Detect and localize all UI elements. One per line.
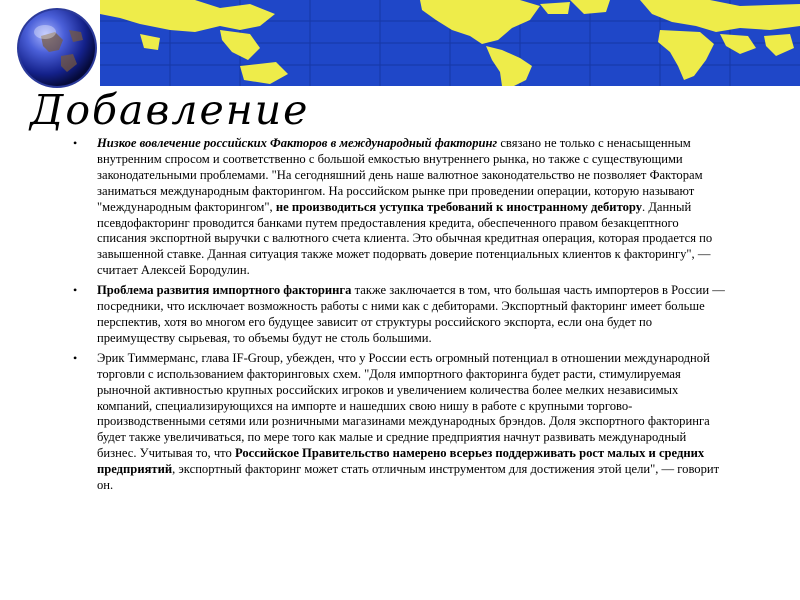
bullet-icon: • xyxy=(73,136,78,150)
paragraph-3-text: Эрик Тиммерманс, глава IF-Group, убежден, что у России есть огромный потенциал в отношении международной торговли с использованием факторинговых схем. "Доля импортного факторинга будет расти, стимулируемая рыночной активностью крупных российских игроков и увеличением количества более мелких независимых компаний, специализирующихся на импорте и нашедших свою нишу в работе с крупными торгово-производственными сетями или розничными магазинами международных брэндов. Доля экспортного факторинга будет также увеличиваться, по мере того как малые и средние предприятия начнут развивать международный бизнес. Учитывая то, что xyxy=(97,350,710,461)
list-item xyxy=(73,136,725,279)
paragraph-2-bold: Проблема развития импортного факторинга xyxy=(97,283,352,298)
bullet-icon: • xyxy=(73,283,78,298)
paragraph-1-emphasis: Низкое вовлечение российских Факторов в международный факторинг xyxy=(97,136,498,150)
world-map-icon xyxy=(100,0,800,86)
bullet-icon: • xyxy=(73,350,78,365)
paragraph-1-text-end: . Данный псевдофакторинг проводится банками путем предоставления кредита, обеспеченного правом безакцептного списания экспортной выручки с валютного счета клиента. Это обычная кредитная операция, которая продается по завышенной ставке. Данная ситуация также может подорвать доверие потенциальных клиентов к факторингу", — считает Алексей Бородулин. xyxy=(97,199,713,278)
world-map-banner xyxy=(100,0,800,86)
paragraph-2-text: также заключается в том, что большая часть импортеров в России — посредники, что исключает возможность работы с ними как с дебиторами. Экспортный факторинг имеет больше перспектив, хотя во многом его будущее зависит от структуры российского экспорта, если она будет по преимуществу сырьевая, то объемы будут не столь большими. xyxy=(97,283,725,345)
bullet-list xyxy=(73,136,725,498)
globe-icon xyxy=(11,6,109,92)
list-item xyxy=(73,283,725,347)
list-item xyxy=(73,351,725,494)
paragraph-3-bold: Российское Правительство намерено всерьез поддерживать рост малых и средних предприятий xyxy=(97,446,705,477)
paragraph-1-bold: не производиться уступка требований к иностранному дебитору xyxy=(275,199,643,214)
page-title: Добавление xyxy=(30,86,310,134)
paragraph-3-text-end: , экспортный факторинг может стать отличным инструментом для достижения этой цели", — говорит он. xyxy=(97,462,720,493)
paragraph-1-text: связано не только с ненасыщенным внутренним спросом и соответственно с большой емкостью внутреннего рынка, но также с существующими законодательными проблемами. "На сегодняшний день наше валютное законодательство не позволяет Факторам заниматься международным факторингом. На российском рынке при проведении операции, которую называют "международным факторингом", xyxy=(97,136,703,214)
